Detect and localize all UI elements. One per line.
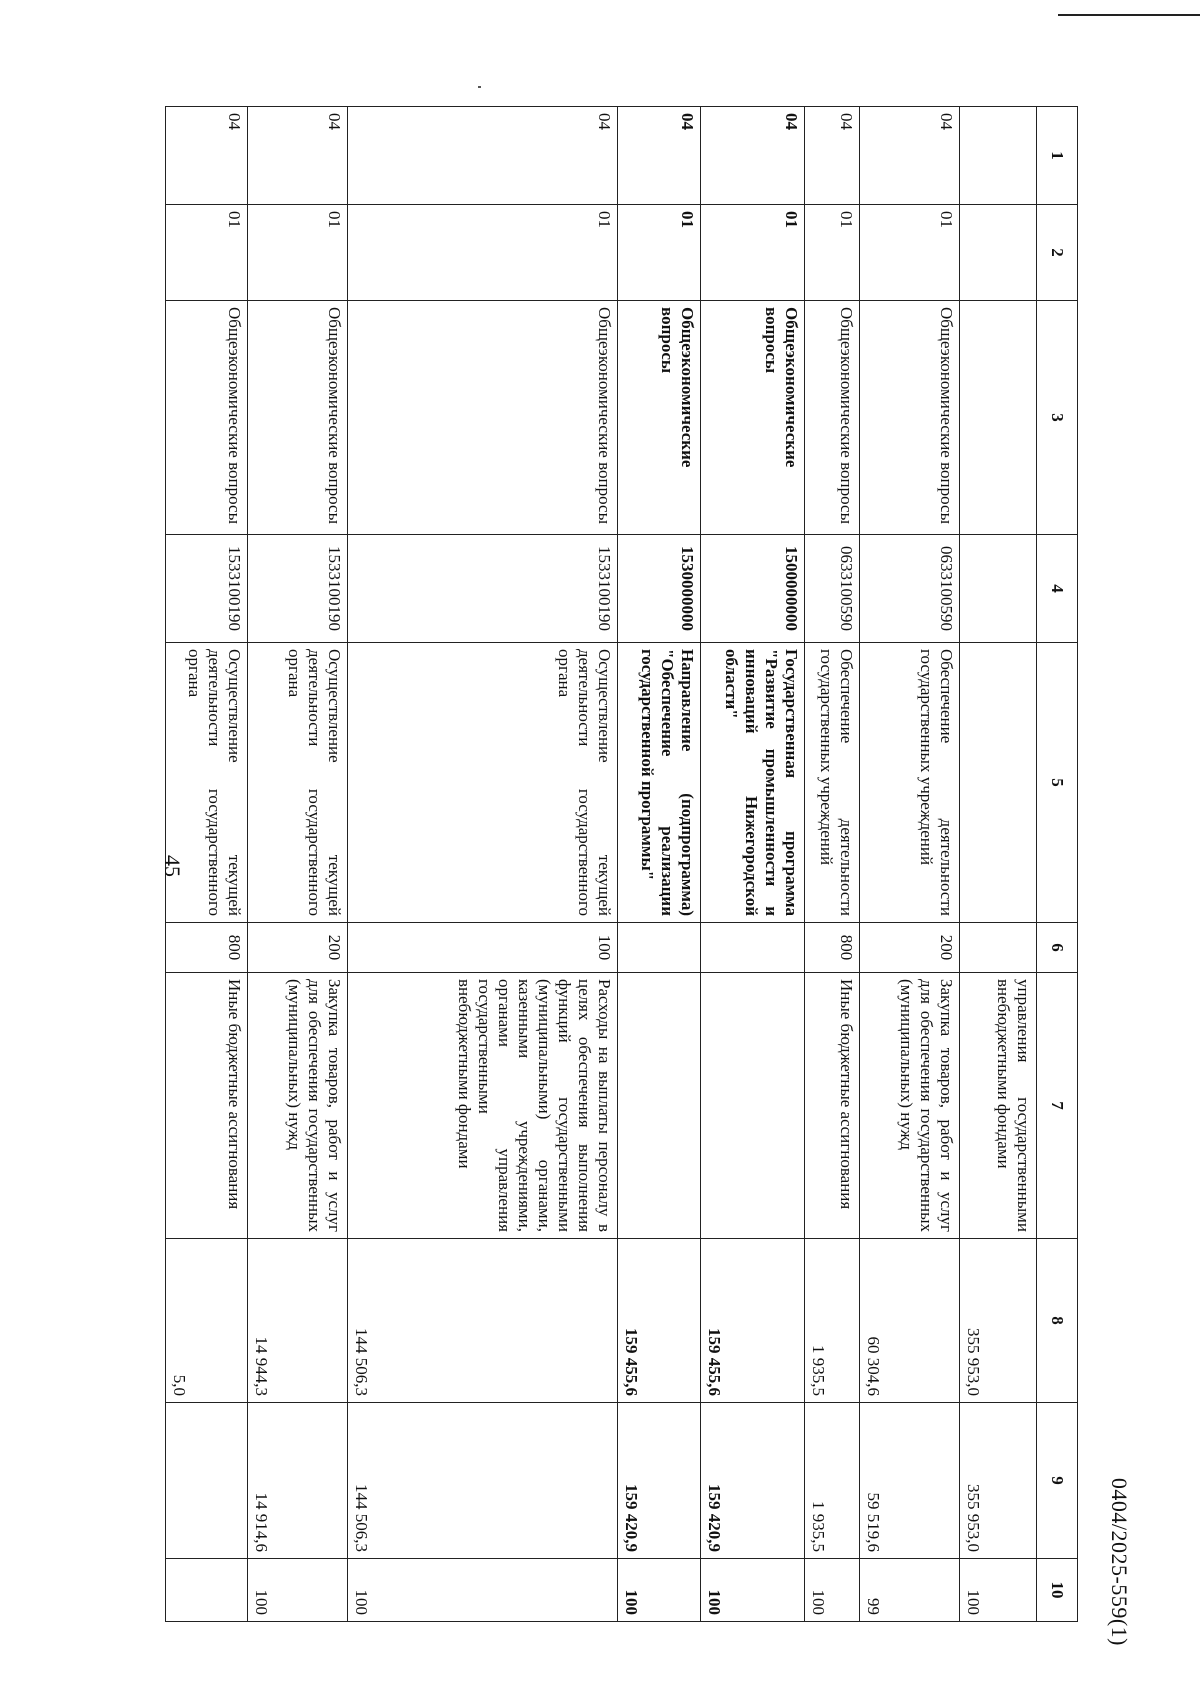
cell-expense-code [701,923,805,973]
cell-planned: 355 953,0 [960,1239,1037,1403]
cell-target-code: 0633100590 [805,535,860,643]
header-col-8: 8 [1037,1239,1078,1403]
cell-planned: 159 455,6 [618,1239,701,1403]
cell-target-code: 1530000000 [618,535,701,643]
cell-section: 04 [248,107,348,205]
cell-subsection: 01 [860,205,960,301]
cell-section-name: Общеэкономические вопросы [860,301,960,535]
cell-percent: 100 [805,1559,860,1622]
table-row [860,107,960,1622]
cell-planned: 5,0 [166,1239,248,1403]
header-col-5: 5 [1037,643,1078,923]
cell-target-code: 1533100190 [166,535,248,643]
cell-subsection: 01 [248,205,348,301]
header-col-1: 1 [1037,107,1078,205]
cell-expense-name: Иные бюджетные ассигнования [166,973,248,1239]
cell-expense-name [701,973,805,1239]
cell-actual: 144 506,3 [348,1403,618,1559]
cell-expense-code: 200 [860,923,960,973]
cell-expense-name [618,973,701,1239]
cell-expense-code: 100 [348,923,618,973]
rotated-page [122,106,1132,1661]
cell-section: 04 [348,107,618,205]
cell-actual: 14 914,6 [248,1403,348,1559]
cell-actual: 1 935,5 [805,1403,860,1559]
cell-expense-name: управления государственными внебюджетными фондами [960,973,1037,1239]
table-row [618,107,701,1622]
cell-expense-code: 800 [166,923,248,973]
cell-target-code: 0633100590 [860,535,960,643]
cell-section: 04 [805,107,860,205]
cell-percent: 100 [248,1559,348,1622]
cell-subsection: 01 [701,205,805,301]
cell-planned: 144 506,3 [348,1239,618,1403]
cell-planned: 14 944,3 [248,1239,348,1403]
header-col-6: 6 [1037,923,1078,973]
header-col-9: 9 [1037,1403,1078,1559]
cell-section-name: Общеэкономические вопросы [248,301,348,535]
cell-target-name: Осуществление текущей деятельности государственного органа [248,643,348,923]
cell-section-name: Общеэкономические вопросы [618,301,701,535]
cell-actual: 355 953,0 [960,1403,1037,1559]
cell-target-name: Обеспечение деятельности государственных учреждений [860,643,960,923]
cell-percent: 100 [348,1559,618,1622]
table-row [701,107,805,1622]
top-rule [1058,14,1200,16]
cell-percent: 100 [701,1559,805,1622]
table-row [805,107,860,1622]
cell-expense-code: 800 [805,923,860,973]
header-col-2: 2 [1037,205,1078,301]
cell-expense-name: Расходы на выплаты персоналу в целях обеспечения выполнения функций государственными (муниципальными) органами, казенными учреждениями, органами управления государственными внебюджетными фондами [348,973,618,1239]
cell-expense-name: Иные бюджетные ассигнования [805,973,860,1239]
cell-expense-code [618,923,701,973]
cell-target-name: Осуществление текущей деятельности государственного органа [348,643,618,923]
header-col-4: 4 [1037,535,1078,643]
header-col-7: 7 [1037,973,1078,1239]
header-row [1037,107,1078,1622]
cell-section: 04 [860,107,960,205]
cell-section: 04 [618,107,701,205]
cell-percent: 99 [860,1559,960,1622]
cell-target-code: 1500000000 [701,535,805,643]
cell-target-name: Направление (подпрограмма) "Обеспечение реализации государственной программы" [618,643,701,923]
document-code: 0404/2025-559(1) [1107,1477,1132,1646]
cell-section: 04 [166,107,248,205]
cell-target-code [960,535,1037,643]
header-col-3: 3 [1037,301,1078,535]
cell-actual: 159 420,9 [701,1403,805,1559]
cell-section-name: Общеэкономические вопросы [701,301,805,535]
cell-target-code: 1533100190 [248,535,348,643]
cell-subsection: 01 [805,205,860,301]
cell-expense-code [960,923,1037,973]
cell-section-name [960,301,1037,535]
cell-target-name [960,643,1037,923]
cell-percent: 100 [960,1559,1037,1622]
table-row [960,107,1037,1622]
cell-subsection: 01 [166,205,248,301]
scan-speck [478,86,481,88]
cell-actual: 159 420,9 [618,1403,701,1559]
cell-target-name: Обеспечение деятельности государственных учреждений [805,643,860,923]
cell-subsection: 01 [348,205,618,301]
table-row [248,107,348,1622]
cell-percent: 100 [618,1559,701,1622]
cell-expense-name: Закупка товаров, работ и услуг для обеспечения государственных (муниципальных) нужд [860,973,960,1239]
table-row [348,107,618,1622]
cell-section-name: Общеэкономические вопросы [805,301,860,535]
cell-section-name: Общеэкономические вопросы [348,301,618,535]
cell-target-name: Государственная программа "Развитие промышленности и инноваций Нижегородской области" [701,643,805,923]
cell-subsection: 01 [618,205,701,301]
cell-section: 04 [701,107,805,205]
header-col-10: 10 [1037,1559,1078,1622]
cell-actual: 59 519,6 [860,1403,960,1559]
cell-planned: 159 455,6 [701,1239,805,1403]
cell-target-code: 1533100190 [348,535,618,643]
cell-expense-name: Закупка товаров, работ и услуг для обеспечения государственных (муниципальных) нужд [248,973,348,1239]
cell-subsection [960,205,1037,301]
cell-section-name: Общеэкономические вопросы [166,301,248,535]
page-number: 45 [160,855,185,877]
cell-expense-code: 200 [248,923,348,973]
cell-target-name: Осуществление текущей деятельности государственного органа [166,643,248,923]
budget-table [165,106,1078,1622]
cell-planned: 1 935,5 [805,1239,860,1403]
cell-planned: 60 304,6 [860,1239,960,1403]
cell-section [960,107,1037,205]
